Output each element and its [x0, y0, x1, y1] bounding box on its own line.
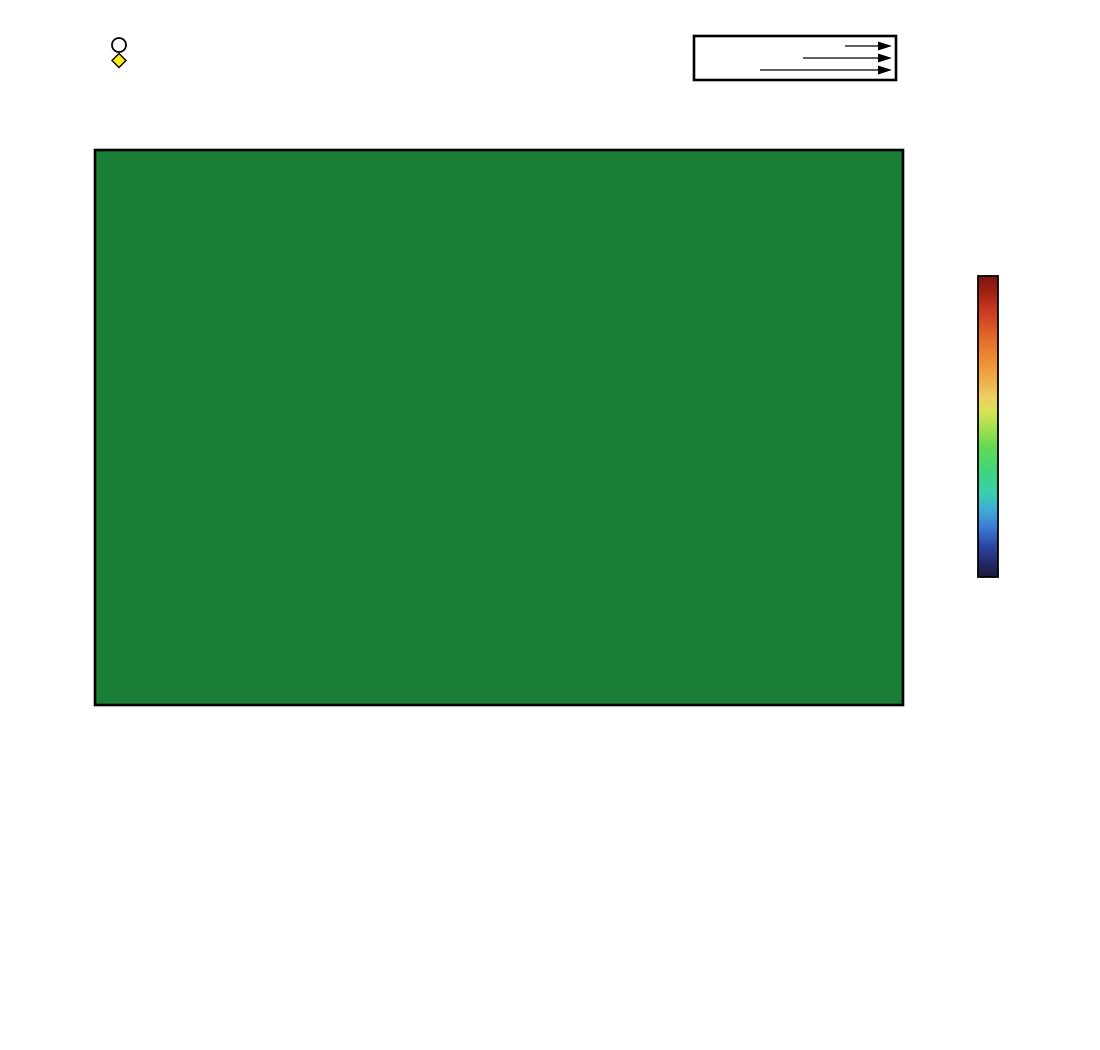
colorbar [978, 276, 998, 577]
land-base [95, 150, 903, 705]
usm-instrumentation-icon [112, 38, 126, 52]
currents-vector-legend [694, 36, 896, 80]
map-area [95, 150, 903, 705]
colorbar-gradient [978, 276, 998, 577]
